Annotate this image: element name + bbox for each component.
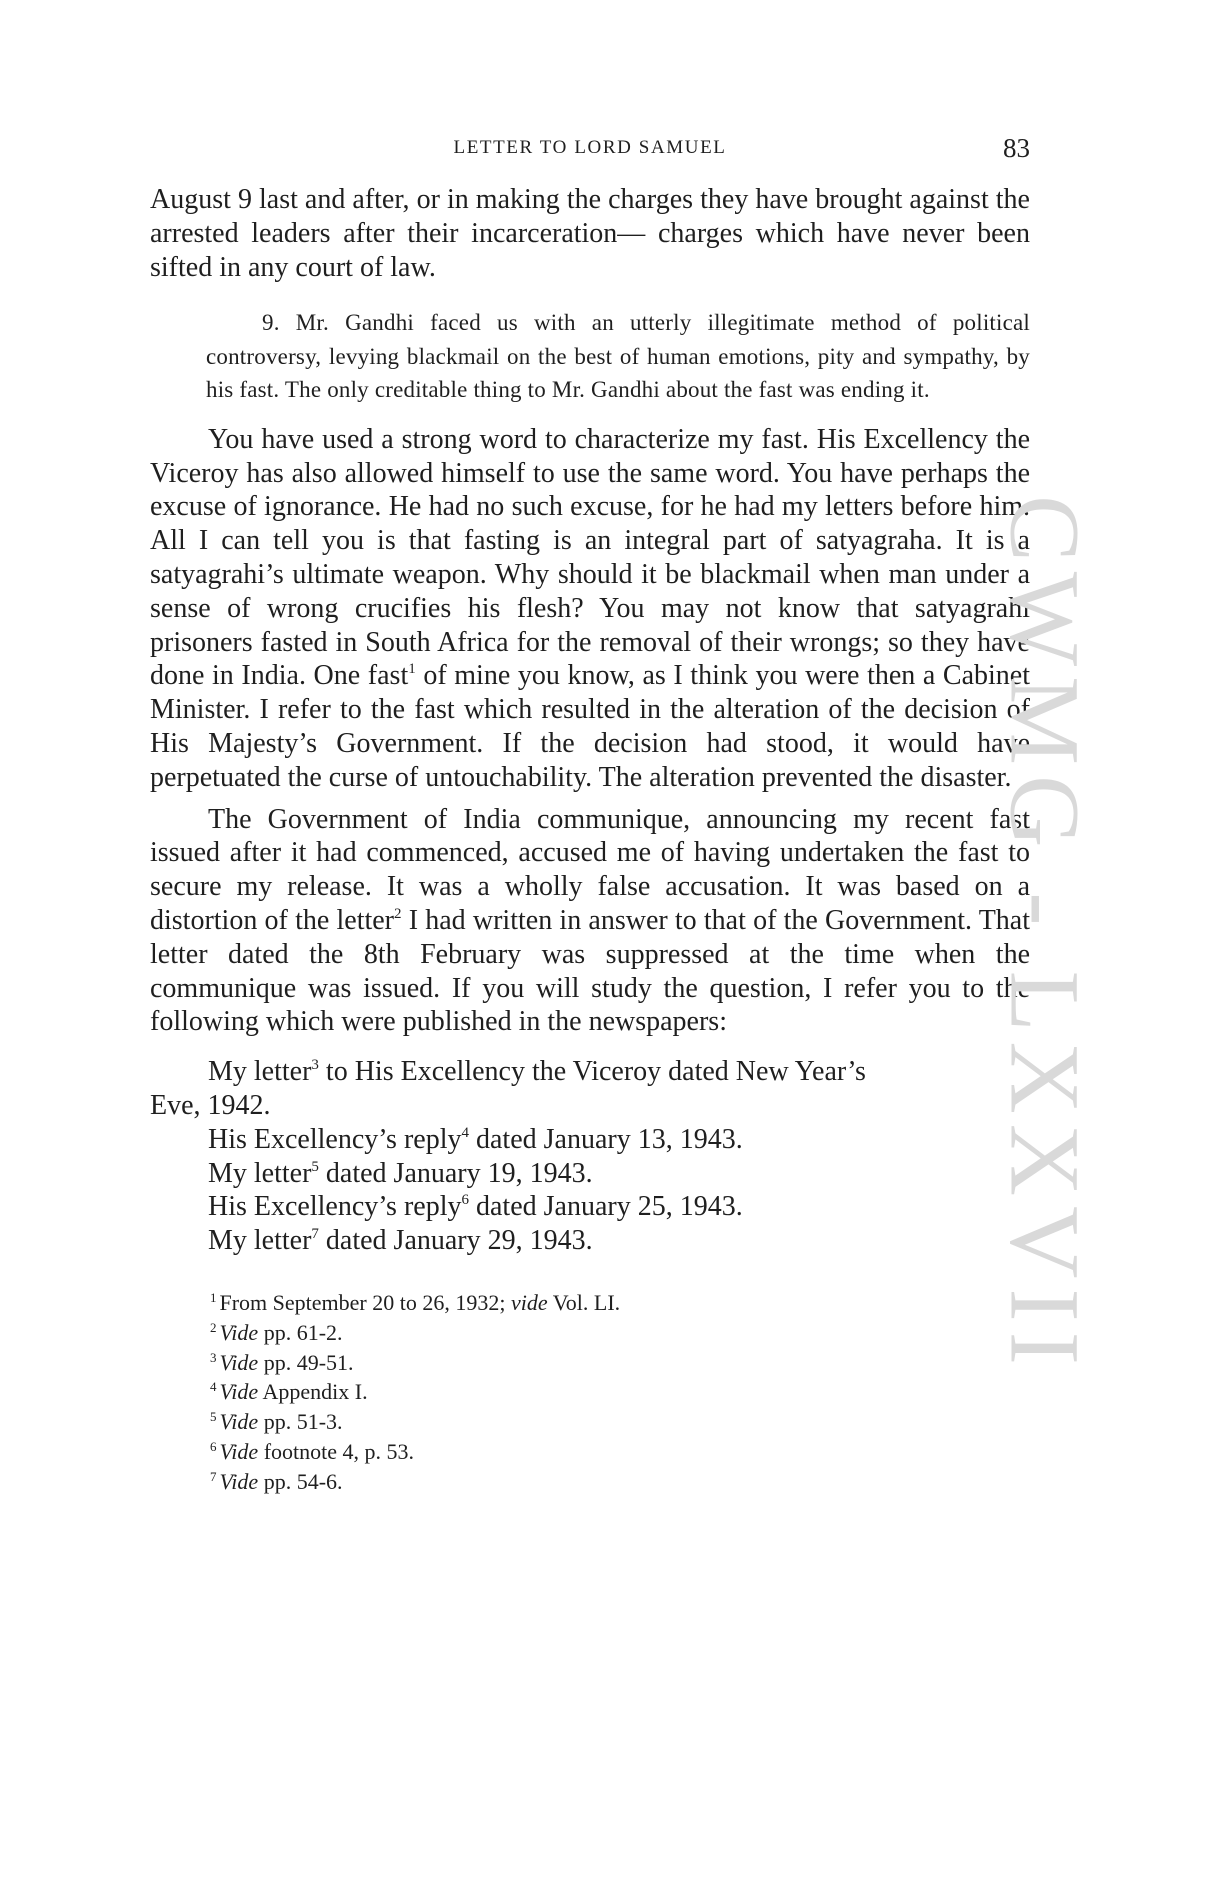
document-page	[150, 0, 1030, 1890]
letter-list	[150, 1055, 1030, 1258]
footnote-number: 6	[210, 1439, 217, 1454]
footnote	[210, 1437, 1030, 1467]
footnote-italic: Vide	[219, 1409, 259, 1435]
list-item-text: His Excellency’s reply	[208, 1123, 462, 1155]
list-item-text: to His Excellency the Viceroy dated New Year’s	[318, 1056, 866, 1088]
footnote-ref: 5	[311, 1158, 319, 1175]
list-item-text: dated January 13, 1943.	[468, 1123, 743, 1155]
footnote-text: Appendix I.	[258, 1379, 368, 1405]
footnote-text: pp. 61-2.	[258, 1319, 343, 1345]
footnote	[210, 1288, 1030, 1318]
running-head	[150, 133, 1030, 169]
paragraph-fast	[150, 423, 1030, 795]
footnote	[210, 1467, 1030, 1497]
list-item	[150, 1123, 1030, 1157]
footnote	[210, 1377, 1030, 1407]
watermark-text: CWMG - LXXVII	[989, 495, 1101, 1375]
list-item-text: dated January 25, 1943.	[468, 1191, 743, 1223]
list-item-text: dated January 29, 1943.	[318, 1225, 593, 1257]
paragraph-text: The Government of India communique, announcing my recent fast issued after it had commenced, accused me of having undertaken the fast to secure my release. It was a wholly false accusation. It was based on a distortion of the letter	[150, 803, 1030, 937]
list-item	[150, 1190, 1030, 1224]
footnote-ref: 3	[311, 1057, 319, 1074]
footnote-number: 4	[210, 1379, 217, 1395]
block-quote: 9. Mr. Gandhi faced us with an utterly illegitimate method of political controversy, levying blackmail on the best of human emotions, pity and sympathy, by his fast. The only creditable thing to Mr. Gandhi about the fast was ending it.	[206, 310, 1030, 403]
list-item	[150, 1157, 1030, 1191]
footnotes	[150, 1288, 1030, 1497]
paragraph-text: You have used a strong word to characterize my fast. His Excellency the Viceroy has also allowed himself to use the same word. You have perhaps the excuse of ignorance. He had no such excuse, for he had my letters before him. All I can tell you is that fasting is an integral part of satyagraha. It is a satyagrahi’s ultimate weapon. Why should it be blackmail when man under a sense of wrong crucifies his flesh? You may not know that satyagrahi prisoners fasted in South Africa for the removal of their wrongs; so they have done in India. One fast	[150, 423, 1030, 692]
footnote-italic: Vide	[219, 1439, 259, 1464]
footnote-ref: 4	[461, 1124, 469, 1141]
footnote-number: 3	[210, 1349, 217, 1365]
footnote-text: pp. 54-6.	[258, 1468, 343, 1494]
footnote-ref: 1	[408, 661, 416, 678]
footnote-italic: Vide	[219, 1319, 259, 1345]
footnote-ref: 7	[311, 1226, 319, 1243]
list-item-text: My letter	[208, 1157, 312, 1189]
footnote-ref: 6	[461, 1192, 469, 1209]
paragraph-communique	[150, 803, 1030, 1040]
footnote	[210, 1348, 1030, 1378]
footnote-number: 2	[210, 1319, 217, 1335]
list-item	[150, 1089, 1030, 1123]
footnote	[210, 1407, 1030, 1437]
paragraph-text: I had written in answer to that of the Government. That letter dated the 8th February was suppressed at the time when the communique was issued. If you will study the question, I refer you to the following which were published in the newspapers:	[150, 905, 1030, 1038]
footnote-text: Vol. LI.	[547, 1290, 621, 1316]
list-item	[150, 1055, 1030, 1089]
paragraph-continuation: August 9 last and after, or in making the charges they have brought against the arrested leaders after their incarceration— charges which have never been sifted in any court of law.	[150, 184, 1030, 283]
running-title: LETTER TO LORD SAMUEL	[453, 137, 727, 158]
paragraph-text: of mine you know, as I think you were then a Cabinet Minister. I refer to the fast which resulted in the alteration of the decision of His Majesty’s Government. If the decision had stood, it would have perpetuated the curse of untouchability. The alteration prevented the disaster.	[150, 660, 1030, 793]
footnote-text: From September 20 to 26, 1932;	[219, 1290, 511, 1316]
page-number: 83	[1003, 133, 1030, 163]
list-item-text: His Excellency’s reply	[208, 1191, 462, 1223]
list-item-text: Eve, 1942.	[150, 1090, 271, 1122]
footnote-italic: vide	[510, 1290, 548, 1316]
footnote-text: pp. 49-51.	[258, 1349, 354, 1375]
footnote-number: 5	[210, 1409, 217, 1425]
footnote-number: 7	[210, 1468, 217, 1484]
list-item	[150, 1224, 1030, 1258]
footnote-italic: Vide	[219, 1468, 259, 1494]
footnote-italic: Vide	[219, 1349, 259, 1375]
body-text	[150, 183, 1030, 1497]
footnote-ref: 2	[394, 906, 402, 923]
footnote-italic: Vide	[219, 1379, 259, 1405]
list-item-text: My letter	[208, 1056, 312, 1088]
list-item-text: My letter	[208, 1225, 312, 1257]
footnote-number: 1	[210, 1290, 217, 1306]
footnote	[210, 1318, 1030, 1348]
footnote-text: footnote 4, p. 53.	[258, 1439, 415, 1464]
footnote-text: pp. 51-3.	[258, 1409, 343, 1435]
list-item-text: dated January 19, 1943.	[318, 1157, 593, 1189]
